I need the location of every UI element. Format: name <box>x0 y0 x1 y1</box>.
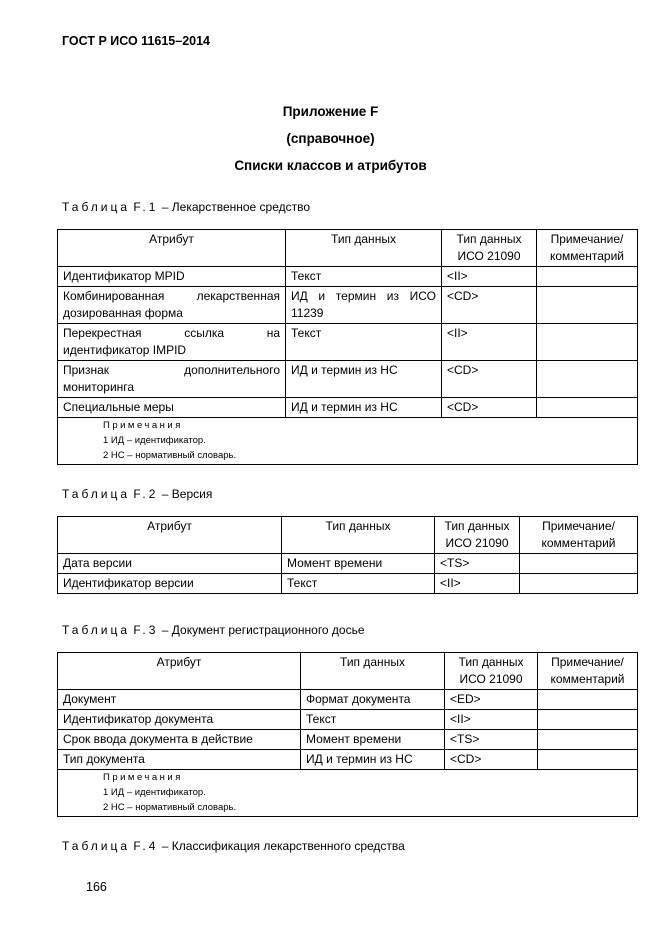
page-number: 166 <box>86 880 107 894</box>
table-row <box>58 730 638 750</box>
cell-type: Текст <box>286 324 442 361</box>
table-notes-row <box>58 418 638 465</box>
cell-attribute: Документ <box>58 690 301 710</box>
table-caption-f1: Таблица F.1 – Лекарственное средство <box>62 200 311 214</box>
cell-iso: <CD> <box>442 398 537 418</box>
appendix-title <box>0 98 661 179</box>
notes-heading: Примечания <box>103 772 183 783</box>
cell-note <box>538 690 638 710</box>
document-header: ГОСТ Р ИСО 11615–2014 <box>62 34 211 48</box>
cell-type: Формат документа <box>301 690 445 710</box>
cell-iso: <CD> <box>442 361 537 398</box>
notes-heading: Примечания <box>103 420 183 431</box>
col-header-attribute: Атрибут <box>58 230 286 267</box>
cell-note <box>537 267 638 287</box>
cell-attribute: Срок ввода документа в действие <box>58 730 301 750</box>
cell-iso: <II> <box>442 324 537 361</box>
note-item: 2 НС – нормативный словарь. <box>103 450 237 461</box>
cell-note <box>537 324 638 361</box>
cell-attribute: Тип документа <box>58 750 301 770</box>
col-header-note: Примечание/ комментарий <box>537 230 638 267</box>
cell-iso: <CD> <box>442 287 537 324</box>
cell-note <box>520 574 638 594</box>
cell-attribute: Специальные меры <box>58 398 286 418</box>
table-f3 <box>57 652 638 817</box>
cell-type: ИД и термин из НС <box>286 398 442 418</box>
col-header-note: Примечание/ комментарий <box>520 517 638 554</box>
col-header-note: Примечание/ комментарий <box>538 653 638 690</box>
cell-iso: <II> <box>445 710 538 730</box>
table-header-row <box>58 653 638 690</box>
col-header-attribute: Атрибут <box>58 517 282 554</box>
appendix-type: (справочное) <box>286 131 375 146</box>
appendix-label: Приложение F <box>282 104 379 119</box>
table-row <box>58 750 638 770</box>
cell-iso: <II> <box>442 267 537 287</box>
note-item: 1 ИД – идентификатор. <box>103 787 206 798</box>
table-header-row <box>58 517 638 554</box>
cell-iso: <II> <box>435 574 520 594</box>
cell-iso: <CD> <box>445 750 538 770</box>
table-f2 <box>57 516 638 594</box>
note-item: 1 ИД – идентификатор. <box>103 435 206 446</box>
cell-note <box>537 361 638 398</box>
col-header-type: Тип данных <box>286 230 442 267</box>
table-row <box>58 710 638 730</box>
table-notes <box>58 418 638 465</box>
cell-type: Текст <box>301 710 445 730</box>
cell-attribute: Перекрестная ссылка на идентификатор IMPID <box>58 324 286 361</box>
cell-iso: <TS> <box>445 730 538 750</box>
cell-type: Момент времени <box>301 730 445 750</box>
cell-iso: <ED> <box>445 690 538 710</box>
cell-attribute: Идентификатор документа <box>58 710 301 730</box>
table-caption-f2: Таблица F.2 – Версия <box>62 487 213 501</box>
cell-note <box>538 730 638 750</box>
table-row <box>58 574 638 594</box>
table-f1 <box>57 229 638 465</box>
cell-note <box>537 398 638 418</box>
cell-iso: <TS> <box>435 554 520 574</box>
cell-type: ИД и термин из НС <box>301 750 445 770</box>
table-notes-row <box>58 770 638 817</box>
cell-attribute: Комбинированная лекарственная дозированная форма <box>58 287 286 324</box>
col-header-iso: Тип данных ИСО 21090 <box>442 230 537 267</box>
cell-note <box>537 287 638 324</box>
note-item: 2 НС – нормативный словарь. <box>103 802 237 813</box>
col-header-iso: Тип данных ИСО 21090 <box>445 653 538 690</box>
appendix-heading: Списки классов и атрибутов <box>234 158 427 173</box>
table-notes <box>58 770 638 817</box>
col-header-attribute: Атрибут <box>58 653 301 690</box>
cell-type: Текст <box>282 574 435 594</box>
table-header-row <box>58 230 638 267</box>
cell-attribute: Дата версии <box>58 554 282 574</box>
cell-type: Момент времени <box>282 554 435 574</box>
table-row <box>58 267 638 287</box>
cell-type: ИД и термин из ИСО 11239 <box>286 287 442 324</box>
cell-note <box>538 710 638 730</box>
table-row <box>58 287 638 324</box>
table-caption-f3: Таблица F.3 – Документ регистрационного досье <box>62 623 365 637</box>
cell-type: Текст <box>286 267 442 287</box>
cell-attribute: Признак дополнительного мониторинга <box>58 361 286 398</box>
cell-attribute: Идентификатор версии <box>58 574 282 594</box>
cell-attribute: Идентификатор MPID <box>58 267 286 287</box>
table-row <box>58 324 638 361</box>
table-row <box>58 690 638 710</box>
cell-note <box>520 554 638 574</box>
col-header-type: Тип данных <box>282 517 435 554</box>
cell-type: ИД и термин из НС <box>286 361 442 398</box>
col-header-iso: Тип данных ИСО 21090 <box>435 517 520 554</box>
table-row <box>58 554 638 574</box>
table-row <box>58 398 638 418</box>
col-header-type: Тип данных <box>301 653 445 690</box>
table-caption-f4: Таблица F.4 – Классификация лекарственного средства <box>62 839 405 853</box>
cell-note <box>538 750 638 770</box>
table-row <box>58 361 638 398</box>
